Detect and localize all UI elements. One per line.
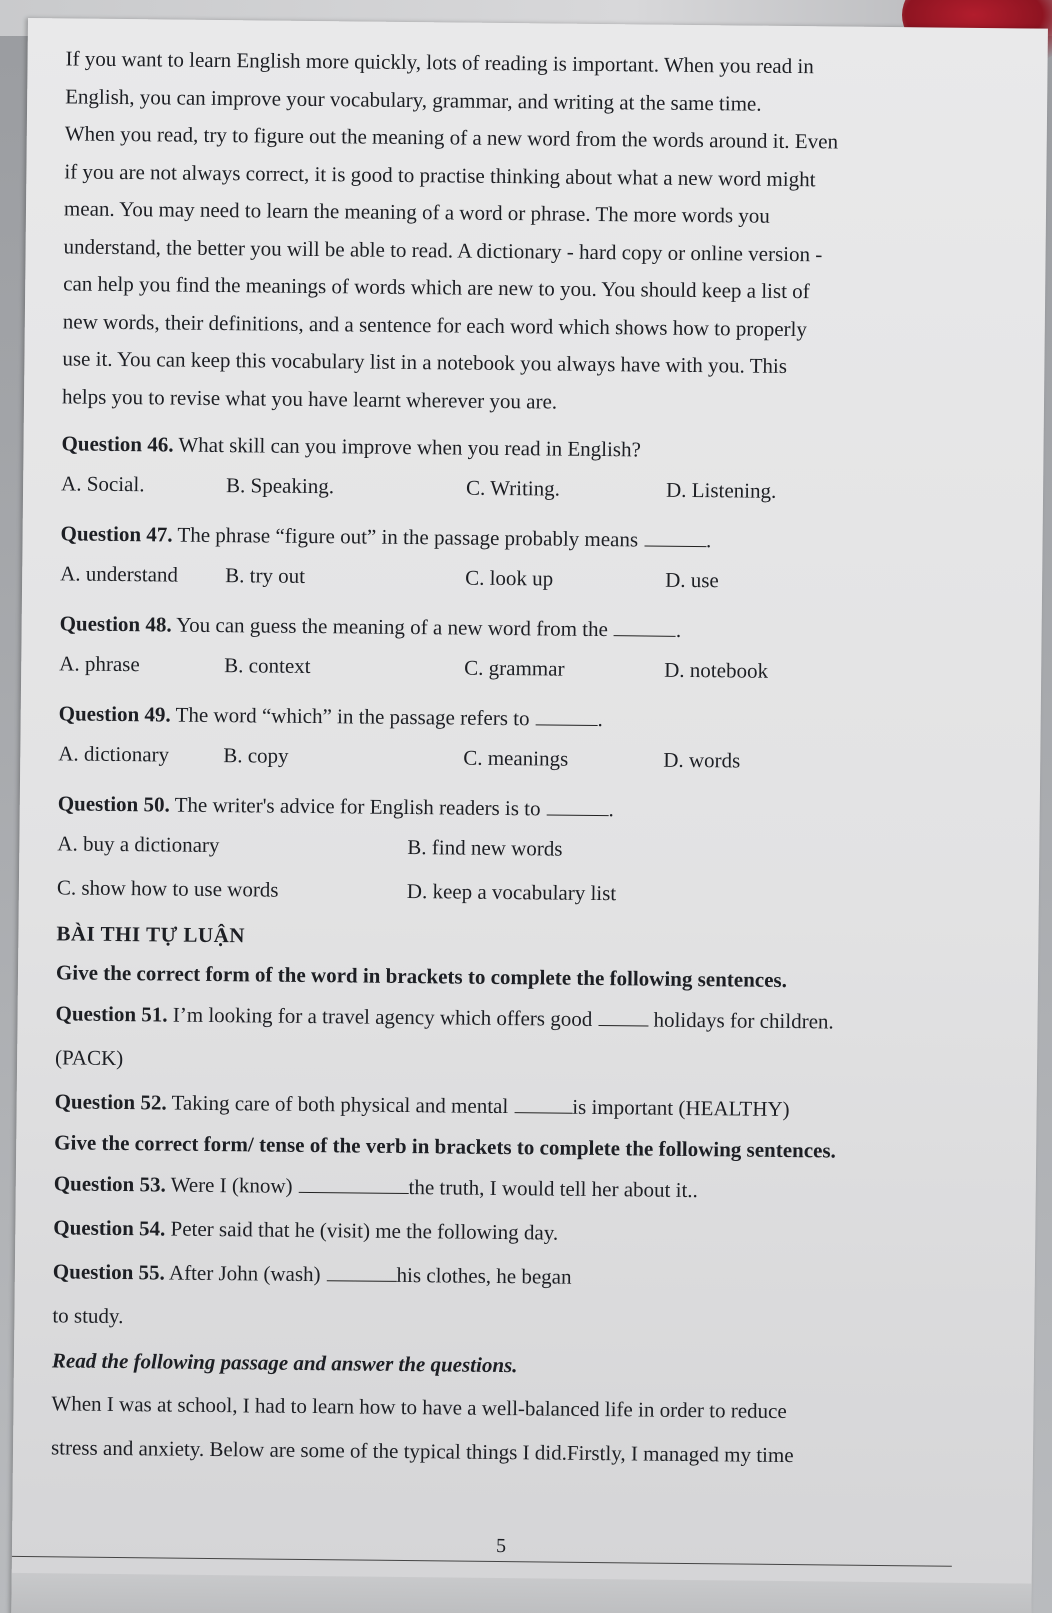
period: . xyxy=(597,707,603,732)
answer-options xyxy=(58,731,958,784)
question-label: Question 49. xyxy=(58,701,171,727)
answer-blank[interactable] xyxy=(614,617,676,637)
question-49 xyxy=(58,695,959,784)
page-fold xyxy=(11,1573,1031,1613)
question-label: Question 54. xyxy=(53,1215,166,1241)
answer-blank[interactable] xyxy=(327,1262,397,1282)
answer-blank[interactable] xyxy=(299,1174,409,1194)
question-51 xyxy=(55,991,955,1044)
answer-options xyxy=(61,461,961,514)
question-text-after: his clothes, he began xyxy=(396,1262,572,1289)
passage-line: can help you find the meanings of words which are new to you. You should keep a list of xyxy=(63,271,810,304)
option-c[interactable]: C. meanings xyxy=(463,745,569,771)
option-d[interactable]: D. keep a vocabulary list xyxy=(406,879,617,906)
question-text-after: is important (HEALTHY) xyxy=(572,1094,790,1122)
option-d[interactable]: D. notebook xyxy=(664,657,769,683)
instruction-verb-form: Give the correct form/ tense of the verb in brackets to complete the following sentences. xyxy=(54,1130,836,1163)
question-text: The writer's advice for English readers is to xyxy=(169,792,541,821)
option-a[interactable]: A. buy a dictionary xyxy=(57,831,220,858)
worksheet-page xyxy=(11,18,1048,1613)
answer-blank[interactable] xyxy=(535,706,597,726)
question-50 xyxy=(57,785,958,918)
question-46 xyxy=(61,425,962,514)
period: . xyxy=(706,528,712,553)
answer-options xyxy=(59,641,959,694)
question-label: Question 55. xyxy=(52,1259,166,1285)
option-c[interactable]: C. Writing. xyxy=(465,475,561,501)
option-c[interactable]: C. look up xyxy=(465,565,554,591)
question-51-cue: (PACK) xyxy=(54,1045,124,1071)
question-text: After John (wash) xyxy=(164,1260,321,1287)
question-label: Question 47. xyxy=(60,521,173,547)
page-number: 5 xyxy=(495,1534,507,1558)
option-a[interactable]: A. understand xyxy=(60,561,179,587)
question-48 xyxy=(59,605,960,694)
option-d[interactable]: D. words xyxy=(663,747,741,773)
passage-line: understand, the better you will be able to read. A dictionary - hard copy or online version - xyxy=(63,233,823,266)
option-b[interactable]: B. find new words xyxy=(407,835,563,861)
question-text: Taking care of both physical and mental xyxy=(166,1090,509,1119)
passage-line: If you want to learn English more quickly, lots of reading is important. When you read in xyxy=(65,46,814,79)
question-text: What skill can you improve when you read in English? xyxy=(173,432,642,462)
period: . xyxy=(675,617,682,642)
option-c[interactable]: C. grammar xyxy=(464,655,565,681)
option-b[interactable]: B. try out xyxy=(225,563,306,588)
passage-line: mean. You may need to learn the meaning of a word or phrase. The more words you xyxy=(63,196,770,228)
passage-line: use it. You can keep this vocabulary list in a notebook you always have with you. This xyxy=(62,346,788,378)
passage-line: new words, their definitions, and a sentence for each word which shows how to properly xyxy=(62,308,808,341)
option-a[interactable]: A. Social. xyxy=(61,471,145,497)
question-55 xyxy=(53,1249,953,1302)
question-text-after: holidays for children. xyxy=(648,1007,834,1034)
passage-line: helps you to revise what you have learnt wherever you are. xyxy=(61,383,558,414)
question-text: You can guess the meaning of a new word from the xyxy=(171,612,609,642)
question-label: Question 51. xyxy=(55,1001,168,1027)
question-label: Question 46. xyxy=(61,431,174,457)
answer-blank[interactable] xyxy=(514,1094,572,1114)
section-title: BÀI THI TỰ LUẬN xyxy=(56,921,246,948)
question-label: Question 50. xyxy=(57,791,170,817)
option-a[interactable]: A. phrase xyxy=(59,651,140,677)
answer-options xyxy=(57,821,958,918)
question-label: Question 48. xyxy=(59,611,172,637)
option-a[interactable]: A. dictionary xyxy=(58,741,170,767)
instruction-word-form: Give the correct form of the word in brackets to complete the following sentences. xyxy=(55,960,788,992)
passage-line: if you are not always correct, it is good to practise thinking about what a new word might xyxy=(64,158,816,191)
reading-instruction: Read the following passage and answer the questions. xyxy=(51,1348,518,1378)
question-47 xyxy=(60,515,961,604)
option-c[interactable]: C. show how to use words xyxy=(56,875,279,902)
page-content xyxy=(51,40,966,1478)
passage-line: English, you can improve your vocabulary, grammar, and writing at the same time. xyxy=(65,83,762,116)
option-d[interactable]: D. use xyxy=(665,567,719,593)
answer-blank[interactable] xyxy=(598,1007,648,1027)
question-text: I’m looking for a travel agency which offers good xyxy=(167,1002,593,1031)
question-label: Question 52. xyxy=(54,1089,167,1115)
period: . xyxy=(608,797,614,822)
option-b[interactable]: B. context xyxy=(224,653,311,678)
question-text: Peter said that he (visit) me the following day. xyxy=(165,1216,559,1245)
passage-line: When you read, try to figure out the meaning of a new word from the words around it. Even xyxy=(64,121,839,154)
question-text-after: the truth, I would tell her about it.. xyxy=(408,1175,698,1203)
question-text: The word “which” in the passage refers to xyxy=(170,702,530,731)
question-text: Were I (know) xyxy=(165,1172,293,1198)
passage-line: When I was at school, I had to learn how to have a well-balanced life in order to reduce xyxy=(51,1391,787,1424)
question-label: Question 53. xyxy=(53,1171,166,1197)
answer-blank[interactable] xyxy=(546,796,608,816)
question-55-continued: to study. xyxy=(52,1303,124,1329)
question-text: The phrase “figure out” in the passage probably means xyxy=(172,522,639,552)
passage-line: stress and anxiety. Below are some of the typical things I did.Firstly, I managed my time xyxy=(50,1435,794,1468)
reading-passage xyxy=(62,40,966,424)
option-b[interactable]: B. copy xyxy=(223,743,289,768)
footer-rule xyxy=(12,1556,952,1567)
reading-passage-2 xyxy=(51,1381,952,1478)
option-b[interactable]: B. Speaking. xyxy=(225,473,335,499)
answer-options xyxy=(60,551,960,604)
answer-blank[interactable] xyxy=(644,527,706,547)
option-d[interactable]: D. Listening. xyxy=(665,477,777,503)
